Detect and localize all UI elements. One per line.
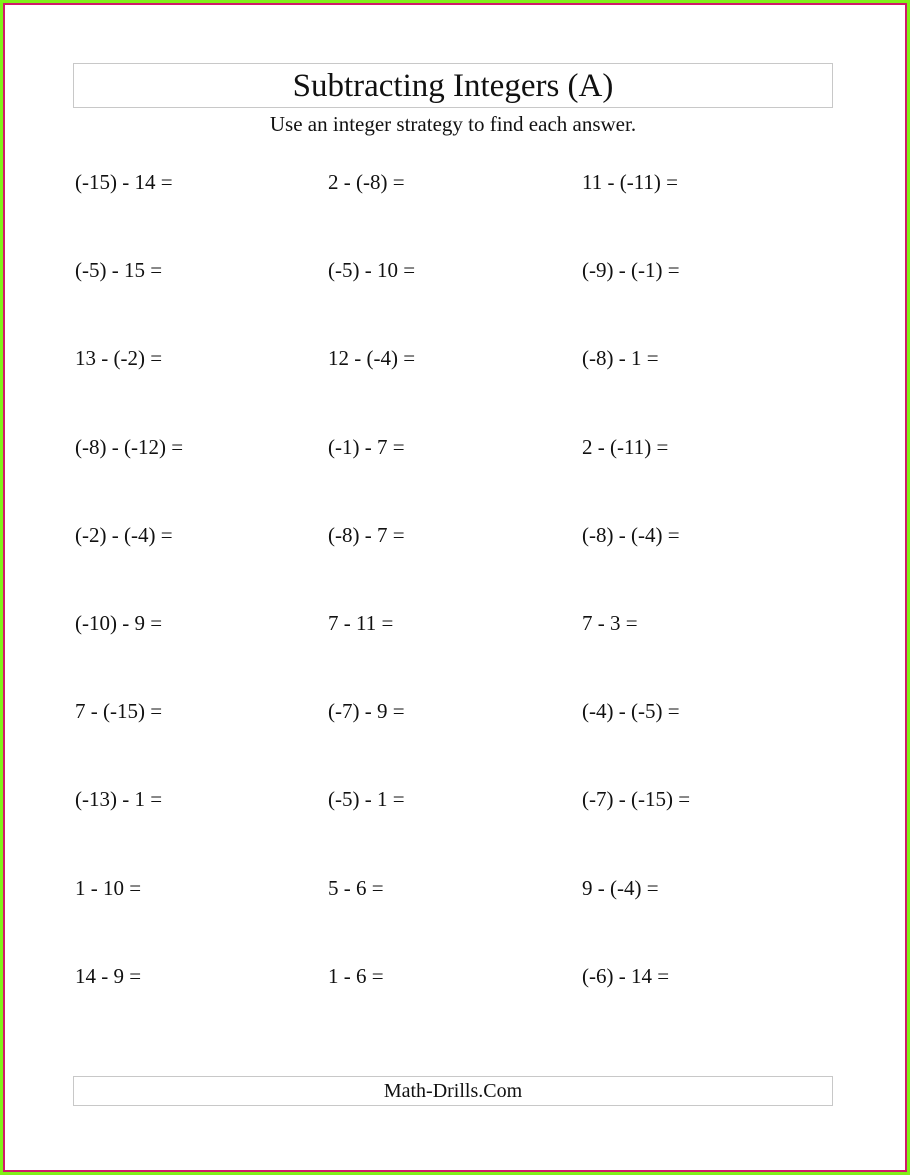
- footer-site-name: Math-Drills.Com: [383, 1080, 523, 1102]
- problem-grid: [75, 166, 835, 1048]
- problem-8: 12 - (-4) =: [328, 346, 416, 371]
- worksheet-title: Subtracting Integers (A): [292, 68, 614, 104]
- problem-19: 7 - (-15) =: [75, 699, 163, 724]
- problem-4: (-5) - 15 =: [75, 258, 163, 283]
- problem-24: (-7) - (-15) =: [582, 787, 691, 812]
- problem-7: 13 - (-2) =: [75, 346, 163, 371]
- problem-26: 5 - 6 =: [328, 875, 384, 900]
- problem-27: 9 - (-4) =: [582, 875, 659, 900]
- problem-15: (-8) - (-4) =: [582, 522, 680, 547]
- title-box: [73, 63, 833, 108]
- problem-9: (-8) - 1 =: [582, 346, 659, 371]
- problem-29: 1 - 6 =: [328, 963, 384, 988]
- problem-17: 7 - 11 =: [328, 610, 394, 635]
- worksheet-instructions: Use an integer strategy to find each answer.: [269, 112, 637, 136]
- problem-13: (-2) - (-4) =: [75, 522, 173, 547]
- problem-28: 14 - 9 =: [75, 963, 142, 988]
- problem-12: 2 - (-11) =: [582, 434, 669, 459]
- problem-23: (-5) - 1 =: [328, 787, 405, 812]
- problem-3: 11 - (-11) =: [582, 170, 679, 194]
- problem-16: (-10) - 9 =: [75, 610, 163, 635]
- problem-1: (-15) - 14 =: [75, 170, 173, 194]
- problem-22: (-13) - 1 =: [75, 787, 163, 812]
- problem-14: (-8) - 7 =: [328, 522, 405, 547]
- problem-21: (-4) - (-5) =: [582, 699, 680, 724]
- problem-6: (-9) - (-1) =: [582, 258, 680, 283]
- problem-5: (-5) - 10 =: [328, 258, 416, 283]
- problem-10: (-8) - (-12) =: [75, 434, 184, 459]
- footer-box: [73, 1076, 833, 1106]
- problem-20: (-7) - 9 =: [328, 699, 405, 724]
- problem-11: (-1) - 7 =: [328, 434, 405, 459]
- problem-30: (-6) - 14 =: [582, 963, 670, 988]
- problem-18: 7 - 3 =: [582, 610, 638, 635]
- problem-2: 2 - (-8) =: [328, 170, 405, 194]
- problem-25: 1 - 10 =: [75, 875, 142, 900]
